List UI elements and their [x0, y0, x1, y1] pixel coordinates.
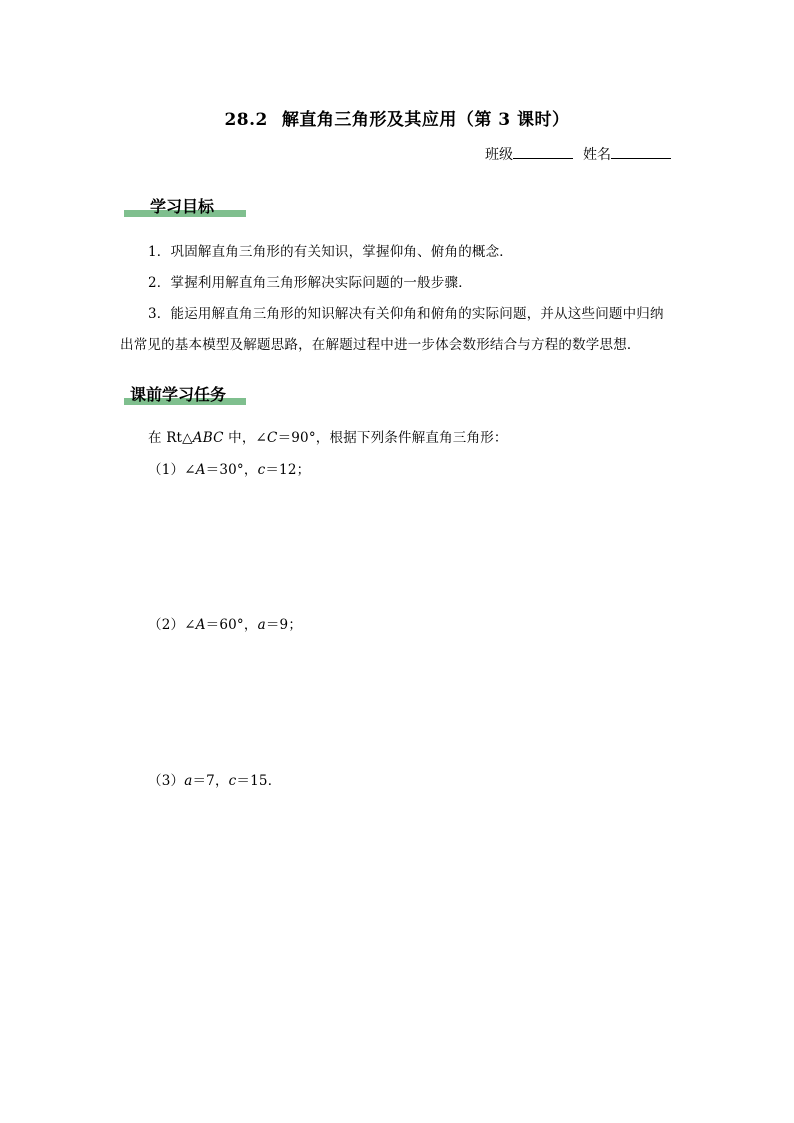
intro-text-2: 中，∠ — [223, 430, 268, 446]
q1-text-3: ＝12； — [265, 462, 311, 478]
question-3 — [148, 769, 281, 789]
name-label: 姓名 — [583, 147, 611, 163]
class-label: 班级 — [485, 147, 513, 163]
intro-triangle-name: ABC — [192, 430, 224, 446]
objective-item-3-continued: 出常见的基本模型及解题思路，在解题过程中进一步体会数形结合与方程的数学思想． — [120, 337, 641, 353]
q3-text-2: ＝7， — [192, 773, 229, 789]
objectives-heading: 学习目标 — [150, 197, 215, 216]
q2-text-1: （2）∠ — [148, 617, 196, 633]
student-info-line — [485, 144, 671, 164]
q2-text-2: ＝60°， — [205, 617, 258, 633]
q2-text-3: ＝9； — [265, 617, 303, 633]
name-blank[interactable] — [611, 144, 671, 159]
q1-text-2: ＝30°， — [205, 462, 258, 478]
section-number: 28.2 — [224, 110, 268, 130]
objective-item-2: 2．掌握利用解直角三角形解决实际问题的一般步骤． — [148, 275, 472, 291]
q2-var-a: a — [257, 617, 266, 633]
question-1 — [148, 458, 310, 478]
lesson-title: 解直角三角形及其应用（第 3 课时） — [281, 110, 570, 130]
q3-var-a: a — [184, 773, 193, 789]
q1-var-c: c — [257, 462, 266, 478]
question-2 — [148, 613, 302, 633]
intro-text-1: 在 Rt△ — [148, 430, 193, 446]
q1-text-1: （1）∠ — [148, 462, 196, 478]
q3-text-3: ＝15． — [236, 773, 282, 789]
page-title — [0, 105, 794, 130]
class-blank[interactable] — [513, 144, 573, 159]
q1-var-a: A — [195, 462, 206, 478]
preview-intro — [148, 426, 508, 446]
q3-text-1: （3） — [148, 773, 185, 789]
q3-var-c: c — [228, 773, 237, 789]
intro-text-3: ＝90°，根据下列条件解直角三角形： — [277, 430, 508, 446]
q2-var-a-angle: A — [195, 617, 206, 633]
objective-item-3: 3．能运用解直角三角形的知识解决有关仰角和俯角的实际问题，并从这些问题中归纳 — [148, 306, 664, 322]
objective-item-1: 1．巩固解直角三角形的有关知识，掌握仰角、俯角的概念． — [148, 244, 513, 260]
intro-angle-c: C — [267, 430, 278, 446]
preview-heading: 课前学习任务 — [130, 385, 227, 404]
